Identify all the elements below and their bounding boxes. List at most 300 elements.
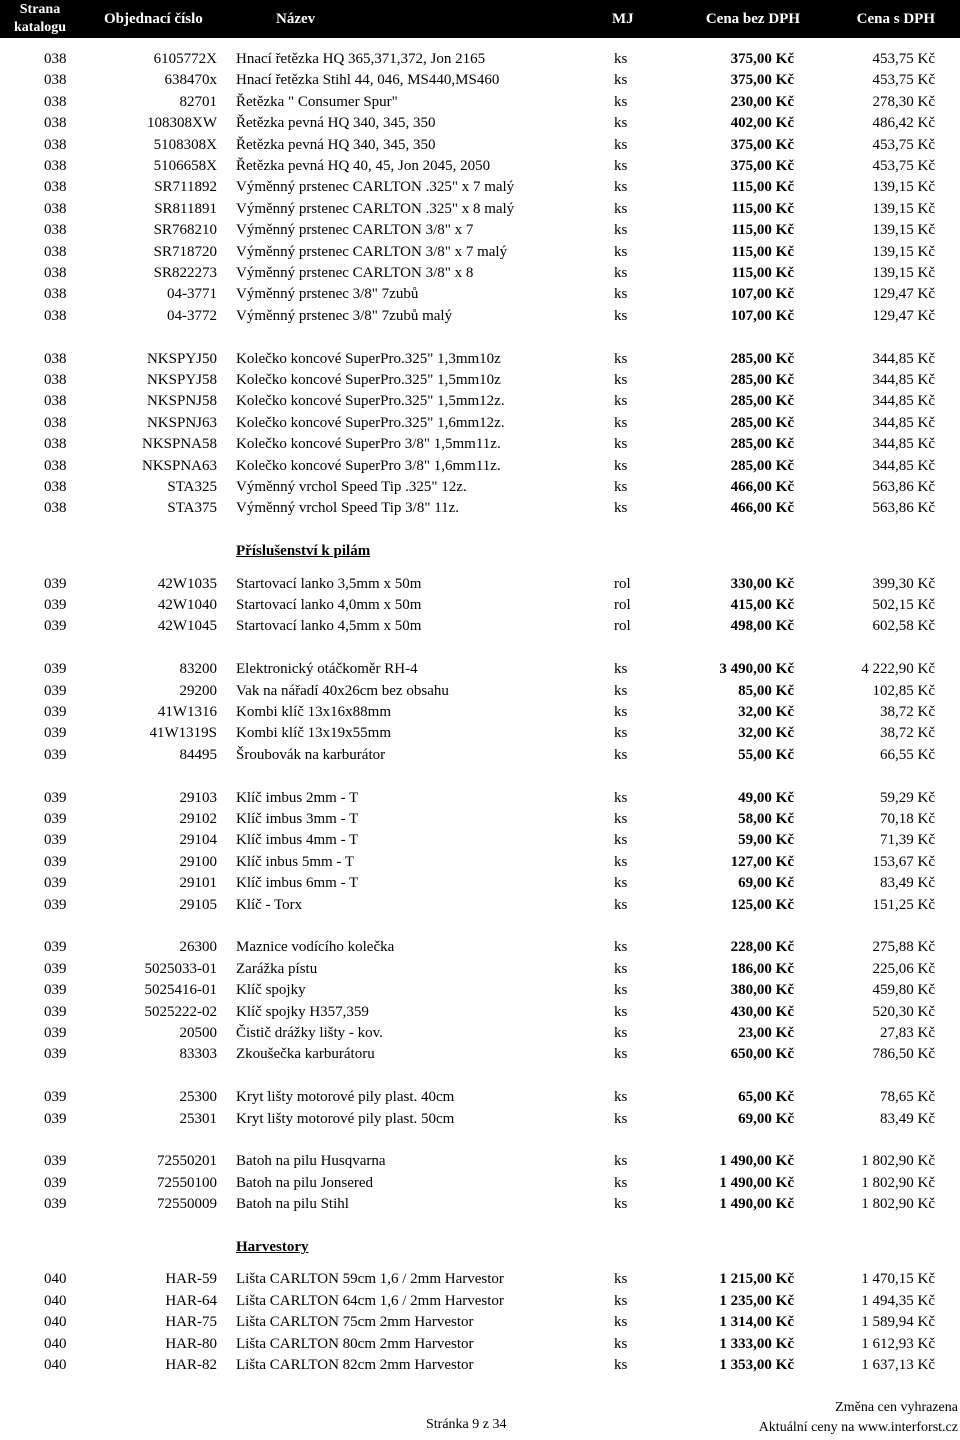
product-name-cell: Klíč spojky H357,359: [236, 1003, 369, 1020]
unit-cell: ks: [614, 939, 628, 956]
order-code-cell: SR822273: [153, 265, 217, 281]
order-code-cell: 41W1319S: [149, 725, 217, 742]
product-name-cell: Výměnný prstenec CARLTON .325" x 8 malý: [236, 200, 515, 217]
unit-cell: ks: [614, 436, 628, 453]
price-vat-cell: 602,58 Kč: [872, 618, 935, 635]
order-code-cell: NKSPYJ50: [146, 350, 217, 367]
unit-cell: ks: [614, 158, 628, 174]
catalog-page-cell: 039: [44, 789, 67, 806]
order-code-cell: NKSPNA58: [141, 436, 217, 453]
table-row: [0, 616, 960, 637]
catalog-page-cell: 038: [44, 200, 67, 217]
price-vat-cell: 344,85 Kč: [872, 372, 935, 388]
price-no-vat-cell: 23,00 Kč: [738, 1025, 794, 1041]
price-no-vat-cell: 115,00 Kč: [731, 222, 794, 239]
catalog-page-cell: 039: [44, 811, 67, 827]
catalog-page-cell: 038: [44, 500, 67, 517]
price-no-vat-cell: 375,00 Kč: [730, 158, 794, 174]
product-name-cell: Výměnný prstenec CARLTON 3/8" x 8: [236, 265, 474, 281]
order-code-cell: 25300: [179, 1089, 217, 1106]
unit-cell: ks: [614, 1046, 628, 1063]
product-name-cell: Lišta CARLTON 64cm 1,6 / 2mm Harvestor: [236, 1292, 504, 1309]
table-row: [0, 1002, 960, 1023]
order-code-cell: HAR-82: [165, 1357, 217, 1373]
catalog-page-cell: 038: [44, 115, 67, 132]
footer-note-line1: Změna cen vyhrazena: [835, 1400, 958, 1415]
price-vat-cell: 153,67 Kč: [872, 853, 935, 870]
table-row: [0, 1173, 960, 1194]
price-vat-cell: 139,15 Kč: [872, 200, 935, 217]
price-no-vat-cell: 107,00 Kč: [730, 307, 794, 324]
catalog-page-cell: 039: [44, 1025, 67, 1041]
unit-cell: rol: [614, 575, 631, 592]
catalog-page-cell: 039: [44, 746, 67, 763]
table-row: [0, 220, 960, 241]
product-name-cell: Výměnný prstenec CARLTON 3/8" x 7 malý: [236, 243, 508, 260]
catalog-page-cell: 039: [44, 1153, 67, 1170]
catalog-page-cell: 040: [44, 1357, 67, 1373]
catalog-page-cell: 039: [44, 1089, 67, 1106]
price-no-vat-cell: 1 215,00 Kč: [719, 1271, 794, 1288]
catalog-page-cell: 038: [44, 136, 67, 153]
unit-cell: ks: [614, 115, 628, 132]
table-row: [0, 959, 960, 980]
price-vat-cell: 129,47 Kč: [872, 307, 935, 324]
order-code-cell: 5025033-01: [144, 960, 217, 977]
price-no-vat-cell: 415,00 Kč: [730, 597, 794, 613]
unit-cell: ks: [614, 307, 628, 324]
unit-cell: ks: [614, 51, 628, 67]
table-row: [0, 830, 960, 851]
product-name-cell: Maznice vodícího kolečka: [236, 939, 395, 956]
unit-cell: ks: [614, 500, 628, 517]
product-name-cell: Lišta CARLTON 59cm 1,6 / 2mm Harvestor: [236, 1271, 504, 1288]
product-name-cell: Startovací lanko 4,0mm x 50m: [236, 597, 422, 613]
table-row: [0, 70, 960, 91]
product-name-cell: Klíč - Torx: [236, 896, 303, 913]
price-vat-cell: 59,29 Kč: [880, 789, 935, 806]
price-vat-cell: 520,30 Kč: [872, 1003, 935, 1020]
unit-cell: ks: [614, 1153, 628, 1170]
table-row: [0, 852, 960, 873]
price-no-vat-cell: 32,00 Kč: [738, 704, 794, 720]
product-name-cell: Výměnný vrchol Speed Tip 3/8" 11z.: [236, 500, 460, 517]
product-name-cell: Řetězka pevná HQ 40, 45, Jon 2045, 2050: [236, 158, 491, 174]
table-row: [0, 745, 960, 766]
price-no-vat-cell: 58,00 Kč: [738, 811, 794, 827]
order-code-cell: 83200: [179, 661, 217, 678]
order-code-cell: 42W1045: [157, 618, 217, 635]
catalog-page-cell: 038: [44, 457, 67, 474]
table-row: [0, 1087, 960, 1108]
price-no-vat-cell: 115,00 Kč: [731, 179, 794, 196]
price-no-vat-cell: 1 333,00 Kč: [719, 1335, 794, 1352]
product-name-cell: Řetězka pevná HQ 340, 345, 350: [236, 115, 436, 132]
unit-cell: ks: [614, 265, 628, 281]
table-row: [0, 1291, 960, 1312]
catalog-page-cell: 039: [44, 982, 67, 999]
header-code: Objednací číslo: [104, 10, 203, 27]
order-code-cell: NKSPNJ63: [146, 414, 217, 431]
table-row: [0, 1044, 960, 1065]
price-no-vat-cell: 230,00 Kč: [730, 93, 794, 110]
unit-cell: ks: [614, 243, 628, 260]
catalog-page-cell: 039: [44, 597, 67, 613]
catalog-page-cell: 039: [44, 1046, 67, 1063]
order-code-cell: HAR-59: [165, 1271, 217, 1288]
catalog-page-cell: 039: [44, 853, 67, 870]
unit-cell: ks: [614, 1292, 628, 1309]
unit-cell: rol: [614, 597, 631, 613]
price-no-vat-cell: 1 353,00 Kč: [719, 1357, 794, 1373]
order-code-cell: 04-3771: [167, 286, 217, 303]
unit-cell: ks: [614, 479, 628, 495]
price-no-vat-cell: 285,00 Kč: [730, 372, 794, 388]
product-name-cell: Kryt lišty motorové pily plast. 40cm: [236, 1089, 455, 1106]
product-name-cell: Elektronický otáčkoměr RH-4: [236, 661, 418, 678]
price-vat-cell: 275,88 Kč: [872, 939, 935, 956]
unit-cell: ks: [614, 1196, 628, 1213]
order-code-cell: NKSPNJ58: [146, 393, 217, 410]
price-vat-cell: 486,42 Kč: [872, 115, 935, 132]
header-page-line2: katalogu: [13, 20, 67, 35]
product-name-cell: Kolečko koncové SuperPro.325" 1,6mm12z.: [236, 414, 505, 431]
price-vat-cell: 453,75 Kč: [872, 51, 935, 67]
price-no-vat-cell: 498,00 Kč: [730, 618, 794, 635]
order-code-cell: 29104: [179, 832, 217, 849]
order-code-cell: STA325: [167, 479, 217, 495]
product-name-cell: Klíč imbus 4mm - T: [236, 832, 359, 849]
catalog-page-cell: 039: [44, 661, 67, 678]
order-code-cell: HAR-75: [165, 1314, 217, 1331]
price-no-vat-cell: 402,00 Kč: [730, 115, 794, 132]
order-code-cell: 72550009: [157, 1196, 217, 1213]
catalog-page-cell: 040: [44, 1292, 67, 1309]
table-row: [0, 370, 960, 391]
order-code-cell: 29103: [179, 789, 217, 806]
unit-cell: ks: [614, 896, 628, 913]
unit-cell: ks: [614, 1357, 628, 1373]
price-no-vat-cell: 115,00 Kč: [731, 265, 794, 281]
price-vat-cell: 139,15 Kč: [872, 265, 935, 281]
price-no-vat-cell: 32,00 Kč: [738, 725, 794, 742]
order-code-cell: 82701: [179, 93, 217, 110]
unit-cell: rol: [614, 618, 631, 635]
table-row: [0, 242, 960, 263]
table-row: [0, 92, 960, 113]
price-no-vat-cell: 49,00 Kč: [738, 789, 794, 806]
price-vat-cell: 344,85 Kč: [872, 457, 935, 474]
price-vat-cell: 83,49 Kč: [880, 875, 935, 892]
unit-cell: ks: [614, 725, 628, 742]
order-code-cell: STA375: [167, 500, 217, 517]
price-no-vat-cell: 186,00 Kč: [730, 960, 794, 977]
price-vat-cell: 459,80 Kč: [872, 982, 935, 999]
unit-cell: ks: [614, 982, 628, 999]
price-no-vat-cell: 65,00 Kč: [738, 1089, 794, 1106]
order-code-cell: NKSPNA63: [141, 457, 217, 474]
unit-cell: ks: [614, 789, 628, 806]
price-no-vat-cell: 375,00 Kč: [730, 72, 794, 89]
price-vat-cell: 71,39 Kč: [880, 832, 935, 849]
catalog-page-cell: 038: [44, 265, 67, 281]
catalog-page-cell: 040: [44, 1335, 67, 1352]
price-vat-cell: 1 802,90 Kč: [861, 1153, 935, 1170]
order-code-cell: 42W1035: [157, 575, 217, 592]
price-no-vat-cell: 85,00 Kč: [738, 682, 794, 699]
order-code-cell: SR711892: [154, 179, 217, 196]
price-vat-cell: 344,85 Kč: [872, 414, 935, 431]
catalog-page-cell: 039: [44, 875, 67, 892]
price-vat-cell: 225,06 Kč: [872, 960, 935, 977]
catalog-page-cell: 040: [44, 1314, 67, 1331]
order-code-cell: 29101: [179, 875, 217, 892]
table-row: [0, 349, 960, 370]
table-row: [0, 1023, 960, 1044]
unit-cell: ks: [614, 372, 628, 388]
price-vat-cell: 102,85 Kč: [872, 682, 935, 699]
order-code-cell: 72550100: [157, 1174, 217, 1191]
price-no-vat-cell: 380,00 Kč: [730, 982, 794, 999]
table-row: [0, 980, 960, 1001]
product-name-cell: Šroubovák na karburátor: [236, 746, 386, 763]
table-row: [0, 595, 960, 616]
unit-cell: ks: [614, 1025, 628, 1041]
table-row: [0, 177, 960, 198]
price-no-vat-cell: 285,00 Kč: [730, 414, 794, 431]
order-code-cell: SR811891: [154, 200, 217, 217]
price-no-vat-cell: 466,00 Kč: [730, 479, 794, 495]
table-row: [0, 1194, 960, 1215]
table-row: [0, 391, 960, 412]
product-name-cell: Vak na nářadí 40x26cm bez obsahu: [236, 682, 449, 699]
product-name-cell: Řetězka pevná HQ 340, 345, 350: [236, 136, 436, 153]
catalog-page-cell: 038: [44, 72, 67, 89]
unit-cell: ks: [614, 1335, 628, 1352]
unit-cell: ks: [614, 1314, 628, 1331]
price-vat-cell: 139,15 Kč: [872, 243, 935, 260]
price-vat-cell: 278,30 Kč: [872, 93, 935, 110]
product-name-cell: Čistič drážky lišty - kov.: [236, 1025, 383, 1041]
price-no-vat-cell: 1 490,00 Kč: [719, 1153, 794, 1170]
catalog-page-cell: 039: [44, 939, 67, 956]
price-no-vat-cell: 466,00 Kč: [730, 500, 794, 517]
section-title: Příslušenství k pilám: [236, 543, 371, 560]
unit-cell: ks: [614, 853, 628, 870]
price-vat-cell: 139,15 Kč: [872, 179, 935, 196]
order-code-cell: 638470x: [164, 72, 217, 89]
product-name-cell: Hnací řetězka Stihl 44, 046, MS440,MS460: [236, 72, 500, 89]
table-row: [0, 498, 960, 519]
order-code-cell: 5106658X: [153, 158, 217, 174]
price-vat-cell: 1 637,13 Kč: [861, 1357, 935, 1373]
unit-cell: ks: [614, 350, 628, 367]
product-name-cell: Výměnný prstenec CARLTON .325" x 7 malý: [236, 179, 515, 196]
product-name-cell: Výměnný prstenec CARLTON 3/8" x 7: [236, 222, 474, 239]
table-row: [0, 895, 960, 916]
price-no-vat-cell: 650,00 Kč: [730, 1046, 794, 1063]
table-row: [0, 659, 960, 680]
product-name-cell: Startovací lanko 4,5mm x 50m: [236, 618, 422, 635]
price-no-vat-cell: 69,00 Kč: [738, 1110, 794, 1127]
unit-cell: ks: [614, 393, 628, 410]
order-code-cell: 84495: [179, 746, 217, 763]
table-row: [0, 723, 960, 744]
order-code-cell: 108308XW: [147, 115, 217, 132]
unit-cell: ks: [614, 682, 628, 699]
product-name-cell: Kolečko koncové SuperPro 3/8" 1,6mm11z.: [236, 457, 501, 474]
unit-cell: ks: [614, 414, 628, 431]
order-code-cell: 42W1040: [157, 597, 217, 613]
table-row: [0, 574, 960, 595]
unit-cell: ks: [614, 1003, 628, 1020]
price-no-vat-cell: 59,00 Kč: [738, 832, 794, 849]
price-vat-cell: 1 802,90 Kč: [861, 1196, 935, 1213]
catalog-page-cell: 038: [44, 286, 67, 303]
table-row: [0, 135, 960, 156]
catalog-page-cell: 038: [44, 222, 67, 239]
catalog-page-cell: 039: [44, 896, 67, 913]
catalog-page-cell: 038: [44, 479, 67, 495]
price-no-vat-cell: 375,00 Kč: [730, 51, 794, 67]
unit-cell: ks: [614, 222, 628, 239]
table-row: [0, 263, 960, 284]
price-no-vat-cell: 1 314,00 Kč: [719, 1314, 794, 1331]
unit-cell: ks: [614, 93, 628, 110]
order-code-cell: 5108308X: [153, 136, 217, 153]
catalog-page-cell: 039: [44, 832, 67, 849]
unit-cell: ks: [614, 661, 628, 678]
catalog-page-cell: 040: [44, 1271, 67, 1288]
order-code-cell: 29200: [179, 682, 217, 699]
catalog-page-cell: 039: [44, 682, 67, 699]
unit-cell: ks: [614, 704, 628, 720]
table-row: [0, 1151, 960, 1172]
footer-page-number: Stránka 9 z 34: [426, 1417, 507, 1432]
price-no-vat-cell: 115,00 Kč: [731, 243, 794, 260]
unit-cell: ks: [614, 1271, 628, 1288]
table-row: [0, 456, 960, 477]
price-vat-cell: 139,15 Kč: [872, 222, 935, 239]
price-vat-cell: 453,75 Kč: [872, 136, 935, 153]
footer-note: [759, 1398, 958, 1438]
price-no-vat-cell: 430,00 Kč: [730, 1003, 794, 1020]
unit-cell: ks: [614, 811, 628, 827]
price-no-vat-cell: 1 490,00 Kč: [719, 1196, 794, 1213]
section-title: Harvestory: [236, 1239, 309, 1255]
unit-cell: ks: [614, 960, 628, 977]
product-name-cell: Kombi klíč 13x19x55mm: [236, 725, 391, 742]
product-name-cell: Lišta CARLTON 82cm 2mm Harvestor: [236, 1357, 474, 1373]
catalog-page-cell: 039: [44, 960, 67, 977]
unit-cell: ks: [614, 286, 628, 303]
price-vat-cell: 399,30 Kč: [872, 575, 935, 592]
header-name: Název: [276, 10, 316, 27]
price-no-vat-cell: 3 490,00 Kč: [719, 661, 794, 678]
table-row: [0, 113, 960, 134]
price-vat-cell: 344,85 Kč: [872, 393, 935, 410]
catalog-page-cell: 039: [44, 618, 67, 635]
table-row: [0, 681, 960, 702]
order-code-cell: 41W1316: [157, 704, 217, 720]
catalog-page-cell: 038: [44, 243, 67, 260]
price-vat-cell: 38,72 Kč: [880, 704, 935, 720]
table-row: [0, 809, 960, 830]
order-code-cell: 20500: [179, 1025, 217, 1041]
product-name-cell: Zarážka pístu: [236, 960, 318, 977]
order-code-cell: NKSPYJ58: [146, 372, 217, 388]
price-vat-cell: 344,85 Kč: [872, 436, 935, 453]
catalog-page-cell: 038: [44, 372, 67, 388]
catalog-page-cell: 039: [44, 704, 67, 720]
price-no-vat-cell: 228,00 Kč: [730, 939, 794, 956]
product-name-cell: Klíč imbus 3mm - T: [236, 811, 359, 827]
catalog-page-cell: 038: [44, 350, 67, 367]
price-vat-cell: 129,47 Kč: [872, 286, 935, 303]
table-row: [0, 1334, 960, 1355]
catalog-page-cell: 038: [44, 93, 67, 110]
product-name-cell: Batoh na pilu Husqvarna: [236, 1153, 386, 1170]
price-vat-cell: 453,75 Kč: [872, 72, 935, 89]
unit-cell: ks: [614, 72, 628, 89]
product-name-cell: Klíč imbus 6mm - T: [236, 875, 359, 892]
table-row: [0, 873, 960, 894]
price-no-vat-cell: 1 235,00 Kč: [719, 1292, 794, 1309]
table-row: [0, 49, 960, 70]
product-name-cell: Batoh na pilu Stihl: [236, 1196, 349, 1213]
product-name-cell: Klíč inbus 5mm - T: [236, 853, 355, 870]
order-code-cell: HAR-80: [165, 1335, 217, 1352]
order-code-cell: 25301: [179, 1110, 217, 1127]
product-name-cell: Kolečko koncové SuperPro 3/8" 1,5mm11z.: [236, 436, 501, 453]
catalog-page-cell: 039: [44, 725, 67, 742]
price-vat-cell: 1 494,35 Kč: [861, 1292, 935, 1309]
unit-cell: ks: [614, 875, 628, 892]
price-vat-cell: 1 802,90 Kč: [861, 1174, 935, 1191]
product-name-cell: Lišta CARLTON 80cm 2mm Harvestor: [236, 1335, 474, 1352]
unit-cell: ks: [614, 136, 628, 153]
price-vat-cell: 66,55 Kč: [880, 746, 935, 763]
catalog-page-cell: 039: [44, 1196, 67, 1213]
price-no-vat-cell: 127,00 Kč: [730, 853, 794, 870]
product-name-cell: Lišta CARLTON 75cm 2mm Harvestor: [236, 1314, 474, 1331]
price-no-vat-cell: 285,00 Kč: [730, 436, 794, 453]
price-vat-cell: 502,15 Kč: [872, 597, 935, 613]
product-name-cell: Výměnný prstenec 3/8" 7zubů malý: [236, 307, 453, 324]
catalog-page-cell: 039: [44, 1174, 67, 1191]
order-code-cell: 72550201: [157, 1153, 217, 1170]
table-row: [0, 413, 960, 434]
catalog-page-cell: 038: [44, 158, 67, 174]
catalog-page-cell: 039: [44, 1110, 67, 1127]
table-row: [0, 1269, 960, 1290]
table-row: [0, 1312, 960, 1333]
catalog-page-cell: 038: [44, 414, 67, 431]
price-no-vat-cell: 55,00 Kč: [738, 746, 794, 763]
table-row: [0, 284, 960, 305]
price-vat-cell: 4 222,90 Kč: [861, 661, 935, 678]
table-row: [0, 937, 960, 958]
unit-cell: ks: [614, 746, 628, 763]
catalog-page-cell: 039: [44, 1003, 67, 1020]
price-no-vat-cell: 285,00 Kč: [730, 457, 794, 474]
price-vat-cell: 563,86 Kč: [872, 479, 935, 495]
unit-cell: ks: [614, 200, 628, 217]
catalog-page-cell: 038: [44, 51, 67, 67]
product-name-cell: Kolečko koncové SuperPro.325" 1,5mm10z: [236, 372, 501, 388]
price-no-vat-cell: 285,00 Kč: [730, 393, 794, 410]
table-row: [0, 477, 960, 498]
